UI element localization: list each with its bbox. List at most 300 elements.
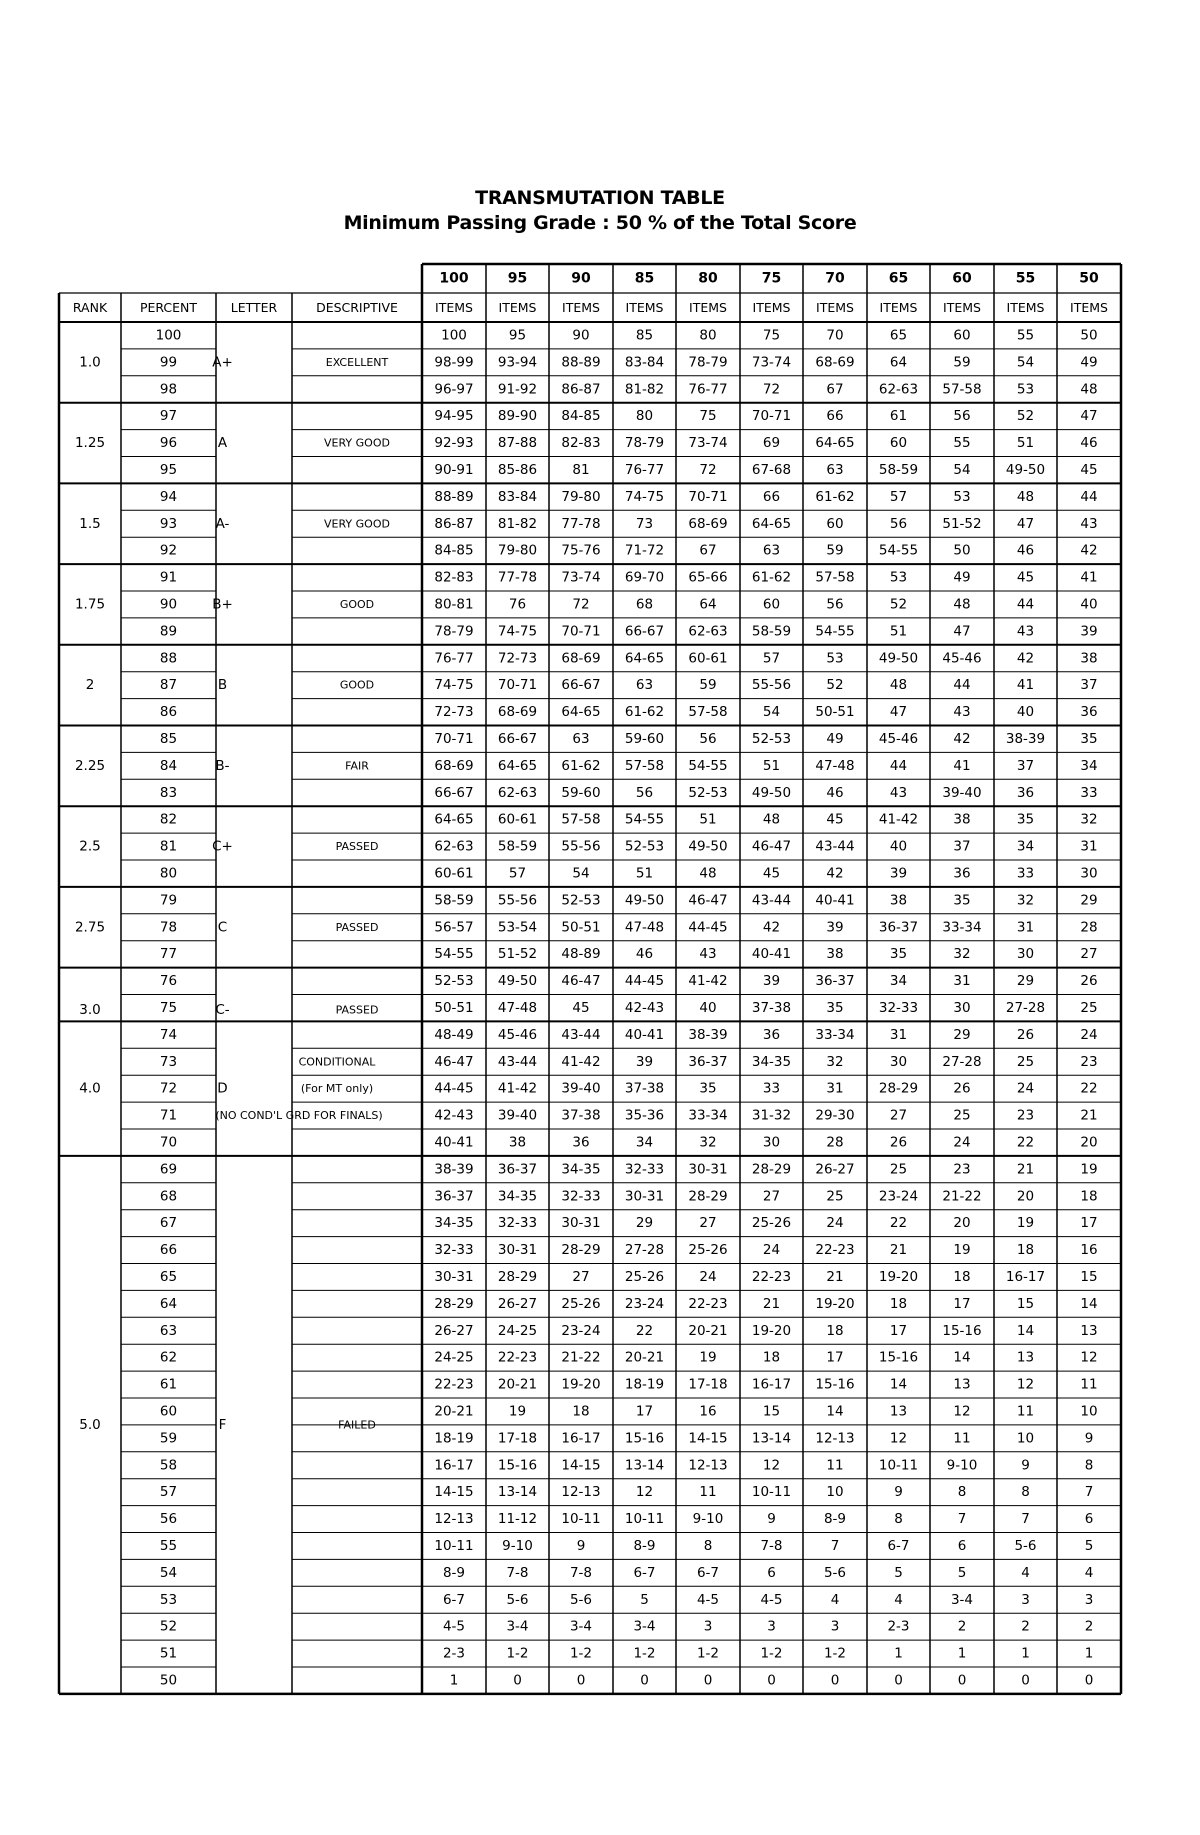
percent-cell: 57 [159,1484,178,1501]
items-cell: 6-7 [887,1537,910,1554]
items-cell: 32 [699,1134,717,1151]
items-cell: 67 [826,381,844,398]
items-cell: 80 [635,408,654,425]
percent-cell: 81 [159,838,178,855]
items-header: ITEMS [752,300,791,315]
items-cell: 55 [953,435,971,452]
items-cell: 73 [635,515,654,532]
items-cell: 76-77 [624,461,665,478]
items-cell: 53 [1016,381,1035,398]
items-cell: 1 [449,1672,459,1689]
items-cell: 56-57 [434,919,474,936]
items-cell: 26-27 [434,1322,474,1339]
items-cell: 75-76 [561,542,601,559]
items-cell: 85 [635,327,654,344]
items-cell: 65 [889,327,908,344]
items-cell: 64-65 [815,435,855,452]
items-cell: 13 [889,1403,908,1420]
items-cell: 9-10 [692,1511,724,1528]
items-cell: 64 [889,354,908,371]
percent-cell: 61 [159,1376,178,1393]
items-cell: 82-83 [561,435,601,452]
items-cell: 68-69 [688,515,728,532]
items-cell: 35 [826,999,844,1016]
items-cell: 15-16 [624,1430,665,1447]
items-cell: 32-33 [624,1161,665,1178]
items-cell: 20-21 [497,1376,538,1393]
items-cell: 31 [889,1026,908,1043]
items-cell: 55-56 [751,677,792,694]
items-header: ITEMS [879,300,918,315]
items-cell: 10-11 [561,1511,601,1528]
items-cell: 0 [957,1672,967,1689]
percent-cell: 70 [159,1134,178,1151]
items-cell: 61-62 [624,704,665,721]
items-cell: 60-61 [434,865,474,882]
items-cell: 43-44 [561,1026,601,1043]
items-cell: 40-41 [434,1134,474,1151]
items-cell: 3 [767,1618,776,1635]
items-cell: 57-58 [624,757,665,774]
letter-cell: A- [215,515,230,532]
items-cell: 34-35 [497,1188,538,1205]
percent-cell: 74 [159,1026,178,1043]
items-cell: 30 [762,1134,781,1151]
items-cell: 46-47 [751,838,792,855]
percent-cell: 67 [159,1215,178,1232]
items-cell: 32 [1016,892,1035,909]
items-cell: 58-59 [878,461,919,478]
items-cell: 12-13 [815,1430,855,1447]
items-cell: 7-8 [760,1537,783,1554]
items-cell: 41 [1016,677,1035,694]
items-cell: 30 [1080,865,1098,882]
items-cell: 16-17 [561,1430,601,1447]
items-cell: 70 [826,327,844,344]
items-cell: 45-46 [942,650,982,667]
items-cell: 16 [1080,1242,1098,1259]
items-cell: 55-56 [561,838,601,855]
items-cell: 59 [826,542,844,559]
items-cell: 38-39 [688,1026,728,1043]
items-cell: 77-78 [497,569,538,586]
items-cell: 56 [699,730,717,747]
items-cell: 70-71 [497,677,538,694]
items-cell: 70-71 [751,408,792,425]
items-cell: 59 [699,677,717,694]
items-cell: 53 [889,569,908,586]
items-cell: 20 [1080,1134,1098,1151]
items-cell: 6 [957,1537,967,1554]
items-cell: 26 [953,1080,971,1097]
items-cell: 59-60 [561,784,601,801]
items-cell: 50-51 [561,919,601,936]
items-cell: 37 [1080,677,1098,694]
items-cell: 58-59 [751,623,792,640]
items-cell: 100 [441,327,467,344]
items-cell: 73-74 [561,569,601,586]
items-cell: 31 [1080,838,1098,855]
items-cell: 21 [762,1295,781,1312]
items-cell: 15-16 [497,1457,538,1474]
items-cell: 39 [826,919,844,936]
items-cell: 23-24 [561,1322,601,1339]
percent-cell: 92 [159,542,178,559]
percent-cell: 68 [159,1188,178,1205]
descriptive-cell: PASSED [335,840,379,854]
items-cell: 94-95 [434,408,474,425]
rank-cell: 2.75 [74,919,106,936]
items-cell: 29-30 [815,1107,855,1124]
descriptive-cell: GOOD [339,597,375,611]
percent-cell: 78 [159,919,178,936]
items-cell: 47 [1080,408,1098,425]
items-cell: 60-61 [497,811,538,828]
items-cell: 41 [953,757,971,774]
items-cell: 47 [889,704,908,721]
items-cell: 40-41 [815,892,855,909]
percent-cell: 96 [159,435,178,452]
items-cell: 1-2 [506,1645,529,1662]
total-score-header: 50 [1079,270,1099,287]
items-cell: 79-80 [561,488,601,505]
rank-cell: 1.0 [79,354,101,371]
items-cell: 34-35 [434,1215,474,1232]
items-cell: 72 [699,461,717,478]
items-cell: 57-58 [815,569,855,586]
items-cell: 37-38 [624,1080,665,1097]
items-cell: 4 [894,1591,903,1608]
items-cell: 19 [1080,1161,1098,1178]
items-cell: 17 [826,1349,844,1366]
percent-cell: 71 [159,1107,178,1124]
items-cell: 27 [572,1268,590,1285]
items-cell: 46-47 [434,1053,474,1070]
items-cell: 62-63 [688,623,728,640]
items-cell: 28-29 [561,1242,601,1259]
page-title: TRANSMUTATION TABLE [475,187,725,209]
items-cell: 12 [635,1484,654,1501]
items-cell: 88-89 [561,354,601,371]
items-cell: 39 [762,973,781,990]
items-cell: 20 [1016,1188,1035,1205]
items-cell: 54-55 [878,542,919,559]
items-cell: 36-37 [878,919,919,936]
items-cell: 84-85 [434,542,474,559]
items-cell: 39-40 [942,784,982,801]
items-cell: 46 [826,784,844,801]
items-cell: 14 [953,1349,971,1366]
items-cell: 9 [1084,1430,1094,1447]
items-cell: 42-43 [434,1107,474,1124]
items-cell: 18 [889,1295,908,1312]
items-cell: 64-65 [561,704,601,721]
items-header: ITEMS [435,300,473,315]
percent-cell: 69 [159,1161,178,1178]
items-cell: 4 [1084,1564,1094,1581]
items-cell: 25-26 [624,1268,665,1285]
items-cell: 1-2 [696,1645,720,1662]
items-cell: 27-28 [942,1053,982,1070]
items-cell: 48-89 [561,946,601,963]
percent-cell: 100 [155,327,182,344]
rank-cell: 2 [85,677,95,694]
items-cell: 22 [635,1322,654,1339]
items-cell: 1 [1084,1645,1094,1662]
items-cell: 47-48 [815,757,855,774]
items-cell: 41 [1080,569,1098,586]
items-cell: 24 [762,1242,781,1259]
items-cell: 6-7 [633,1564,656,1581]
total-score-header: 90 [571,270,591,287]
percent-cell: 86 [159,704,178,721]
items-cell: 28-29 [497,1268,538,1285]
items-cell: 83-84 [624,354,665,371]
items-cell: 14-15 [688,1430,728,1447]
items-cell: 72 [572,596,590,613]
items-cell: 43-44 [751,892,792,909]
percent-cell: 73 [159,1053,178,1070]
percent-cell: 99 [159,354,178,371]
letter-cell: A [217,435,228,452]
total-score-header: 100 [439,270,469,287]
items-cell: 15 [762,1403,781,1420]
items-cell: 42 [826,865,844,882]
items-cell: 56 [635,784,654,801]
items-cell: 77-78 [561,515,601,532]
percent-cell: 53 [159,1591,178,1608]
items-cell: 82-83 [434,569,474,586]
items-cell: 83-84 [497,488,538,505]
items-header: ITEMS [625,300,664,315]
items-cell: 19-20 [561,1376,601,1393]
items-cell: 42 [1016,650,1035,667]
items-cell: 54-55 [434,946,474,963]
items-cell: 32 [953,946,971,963]
items-cell: 10 [1016,1430,1035,1447]
items-cell: 38-39 [1005,730,1046,747]
items-cell: 8-9 [633,1537,656,1554]
items-cell: 12 [889,1430,908,1447]
items-cell: 0 [576,1672,586,1689]
items-cell: 25 [826,1188,844,1205]
descriptive-cell: VERY GOOD [324,436,390,450]
items-header: ITEMS [943,300,981,315]
items-header: ITEMS [1006,300,1045,315]
items-cell: 66 [826,408,844,425]
items-cell: 19-20 [751,1322,792,1339]
items-cell: 19-20 [878,1268,919,1285]
items-cell: 33 [762,1080,781,1097]
letter-cell: B+ [212,596,233,613]
items-cell: 76-77 [688,381,728,398]
items-cell: 39-40 [497,1107,538,1124]
items-cell: 43 [1016,623,1035,640]
items-cell: 51 [1016,435,1035,452]
items-cell: 17 [1080,1215,1098,1232]
total-score-header: 75 [761,270,782,287]
items-cell: 85-86 [497,461,538,478]
percent-cell: 66 [159,1242,178,1259]
items-cell: 14 [1016,1322,1035,1339]
items-cell: 40-41 [751,946,792,963]
items-cell: 9 [894,1484,903,1501]
items-cell: 68-69 [815,354,855,371]
percent-cell: 65 [159,1268,178,1285]
items-cell: 0 [703,1672,713,1689]
items-cell: 35 [953,892,971,909]
items-cell: 64-65 [751,515,792,532]
items-cell: 11 [826,1457,844,1474]
items-cell: 41-42 [497,1080,538,1097]
items-cell: 18-19 [434,1430,474,1447]
items-cell: 59-60 [624,730,665,747]
items-cell: 47 [1016,515,1035,532]
items-cell: 47-48 [497,999,538,1016]
items-cell: 33-34 [942,919,982,936]
items-cell: 3-4 [950,1591,974,1608]
items-cell: 98-99 [434,354,474,371]
items-cell: 45-46 [878,730,919,747]
items-cell: 52-53 [624,838,665,855]
items-cell: 36-37 [815,973,855,990]
percent-cell: 56 [159,1511,178,1528]
items-cell: 17-18 [497,1430,538,1447]
items-cell: 22-23 [497,1349,538,1366]
items-cell: 36 [1016,784,1035,801]
items-cell: 63 [762,542,781,559]
items-cell: 25 [953,1107,971,1124]
items-cell: 25 [889,1161,908,1178]
items-header: ITEMS [689,300,727,315]
items-cell: 45 [826,811,844,828]
rank-cell: 1.75 [74,596,106,613]
items-cell: 36 [762,1026,781,1043]
items-cell: 66-67 [434,784,474,801]
items-cell: 53-54 [497,919,538,936]
items-cell: 11-12 [497,1511,538,1528]
items-cell: 19-20 [815,1295,855,1312]
items-cell: 43 [699,946,717,963]
items-cell: 21 [1016,1161,1035,1178]
items-cell: 49 [826,730,844,747]
items-cell: 45 [1080,461,1098,478]
items-cell: 35 [1080,730,1098,747]
items-cell: 68 [635,596,654,613]
items-cell: 26 [1016,1026,1035,1043]
items-cell: 32-33 [561,1188,601,1205]
percent-cell: 54 [159,1564,178,1581]
descriptive-cell: PASSED [335,920,379,934]
items-cell: 16 [699,1403,717,1420]
items-cell: 27 [889,1107,908,1124]
items-cell: 31 [826,1080,844,1097]
items-cell: 17-18 [688,1376,728,1393]
items-cell: 20-21 [434,1403,474,1420]
items-cell: 22-23 [751,1268,792,1285]
items-cell: 40 [1016,704,1035,721]
items-cell: 50 [1080,327,1098,344]
items-cell: 48 [1016,488,1035,505]
items-cell: 50 [953,542,971,559]
percent-cell: 76 [159,973,178,990]
items-cell: 20-21 [688,1322,728,1339]
items-cell: 34 [635,1134,654,1151]
descriptive-cell: CONDITIONAL [298,1055,376,1069]
items-cell: 93-94 [497,354,538,371]
items-cell: 52 [889,596,908,613]
items-cell: 14 [1080,1295,1098,1312]
items-cell: 6-7 [442,1591,466,1608]
items-cell: 14 [889,1376,908,1393]
items-cell: 61-62 [815,488,855,505]
items-cell: 16-17 [434,1457,474,1474]
items-cell: 48-49 [434,1026,474,1043]
items-cell: 11 [1080,1376,1098,1393]
items-cell: 52 [1016,408,1035,425]
items-cell: 35 [1016,811,1035,828]
items-cell: 26 [1080,973,1098,990]
items-cell: 36-37 [497,1161,538,1178]
items-cell: 18 [953,1268,971,1285]
items-cell: 68-69 [497,704,538,721]
items-cell: 42 [953,730,971,747]
descriptive-cell: VERY GOOD [324,517,390,531]
items-cell: 7-8 [569,1564,593,1581]
items-cell: 40 [889,838,908,855]
items-cell: 23 [1016,1107,1035,1124]
items-cell: 56 [826,596,844,613]
items-cell: 42-43 [624,999,665,1016]
letter-cell: B- [215,757,230,774]
items-cell: 46-47 [561,973,601,990]
items-cell: 34 [889,973,908,990]
items-cell: 44-45 [434,1080,474,1097]
percent-cell: 58 [159,1457,178,1474]
items-cell: 64-65 [497,757,538,774]
items-cell: 22 [1016,1134,1035,1151]
items-cell: 40 [699,999,717,1016]
items-cell: 64-65 [434,811,474,828]
items-cell: 15 [1016,1295,1035,1312]
items-cell: 38 [889,892,908,909]
items-cell: 54 [572,865,590,882]
items-cell: 4 [830,1591,840,1608]
items-cell: 24-25 [434,1349,474,1366]
items-cell: 2 [1084,1618,1094,1635]
items-cell: 58-59 [434,892,474,909]
items-cell: 0 [1021,1672,1030,1689]
items-cell: 65-66 [688,569,728,586]
items-cell: 8-9 [823,1511,847,1528]
items-cell: 49-50 [624,892,665,909]
items-cell: 9-10 [946,1457,978,1474]
items-cell: 9 [1021,1457,1030,1474]
items-cell: 12-13 [434,1511,474,1528]
letter-cell: D [217,1080,228,1097]
descriptive-cell: FAIR [345,759,369,773]
items-cell: 49-50 [497,973,538,990]
items-cell: 51-52 [497,946,538,963]
items-cell: 79-80 [497,542,538,559]
items-cell: 1-2 [760,1645,783,1662]
items-cell: 4-5 [696,1591,720,1608]
items-cell: 80-81 [434,596,474,613]
items-cell: 58-59 [497,838,538,855]
rank-cell: 2.25 [74,757,106,774]
items-cell: 63 [826,461,844,478]
percent-cell: 87 [159,677,178,694]
